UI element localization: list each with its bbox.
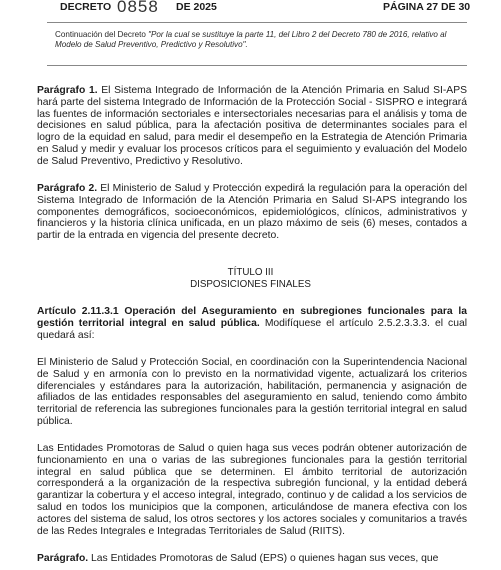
decree-year: DE 2025	[176, 1, 217, 13]
paragrafo-2	[37, 183, 467, 242]
paragrafo-2-text: El Ministerio de Salud y Protección expedirá la regulación para la operación del Sistema Integrado de Información de la Atención Primaria en Salud SI-APS integrando los componentes demográficos, socioeconómicos, epidemiológicos, clínicos, administrativos y financieros y la historia clínica unificada, en un plazo máximo de seis (6) meses, contados a partir de la entrada en vigencia del presente decreto.	[37, 183, 467, 242]
page-number: PÁGINA 27 DE 30	[383, 1, 471, 13]
continuation-box	[47, 22, 467, 66]
title-name: DISPOSICIONES FINALES	[190, 279, 311, 290]
decree-label: DECRETO	[60, 1, 112, 13]
paragrafo-1-label: Parágrafo 1.	[37, 85, 98, 96]
article-body-2: Las Entidades Promotoras de Salud o quien haga sus veces podrán obtener autorización de funcionamiento en una o varias de las subregiones funcionales para la gestión territorial integral en salud pública que se determinen. El ámbito territorial de autorización corresponderá a la organización de la respectiva subregión funcional, y la entidad deberá garantizar la cobertura y el acceso integral, integrado, continuo y de calidad a los servicios de salud en todos los municipios que la componen, articulándose de manera efectiva con los actores del sistema de salud, los otros sectores y los actores sociales y comunitarios a través de las Redes Integrales e Integradas Territoriales de Salud (RIITS).	[37, 443, 467, 537]
paragrafo-1-text: El Sistema Integrado de Información de la Atención Primaria en Salud SI-APS hará parte del sistema Integrado de Información de la Protección Social - SISPRO e integrará las fuentes de información sectoriales e intersectoriales necesarias para el análisis y toma de decisiones en salud pública, para la afectación positiva de determinantes sociales para el logro de la equidad en salud, para medir el desempeño en la Estrategia de Atención Primaria en Salud y medir y evaluar los procesos críticos para el seguimiento y evaluación del Modelo de Salud Preventivo, Predictivo y Resolutivo.	[37, 85, 468, 167]
paragrafo-2-label: Parágrafo 2.	[37, 183, 98, 194]
paragrafo-1	[37, 85, 467, 168]
continuation-text	[55, 30, 467, 50]
decree-number: 0858	[117, 0, 159, 16]
paragrafo-3-label: Parágrafo.	[37, 553, 89, 564]
paragrafo-3	[37, 553, 467, 565]
title-block	[0, 267, 501, 291]
article-title: Artículo 2.11.3.1 Operación del Aseguramiento en subregiones funcionales para la gestión territorial integral en salud pública.	[37, 306, 467, 329]
title-number: TÍTULO III	[227, 267, 274, 278]
article-body-1: El Ministerio de Salud y Protección Social, en coordinación con la Superintendencia Nacional de Salud y en armonía con lo previsto en la normatividad vigente, actualizará los criterios diferenciales y estándares para la autorización, habilitación, permanencia y asignación de afiliados de las entidades responsables del aseguramiento en salud, teniendo como ámbito territorial de referencia las subregiones funcionales para la gestión territorial integral en salud pública.	[37, 357, 467, 427]
continuation-prefix: Continuación del Decreto	[55, 30, 146, 39]
continuation-quote: "Por la cual se sustituye la parte 11, del Libro 2 del Decreto 780 de 2016, relativo al Modelo de Salud Preventivo, Predictivo y Resolutivo".	[55, 30, 447, 49]
article-intro: Modifíquese el artículo 2.5.2.3.3.3. el cual quedará así:	[37, 317, 467, 341]
page-header	[0, 0, 501, 18]
article-heading	[37, 306, 467, 341]
paragrafo-3-text: Las Entidades Promotoras de Salud (EPS) o quienes hagan sus veces, que	[91, 553, 439, 564]
